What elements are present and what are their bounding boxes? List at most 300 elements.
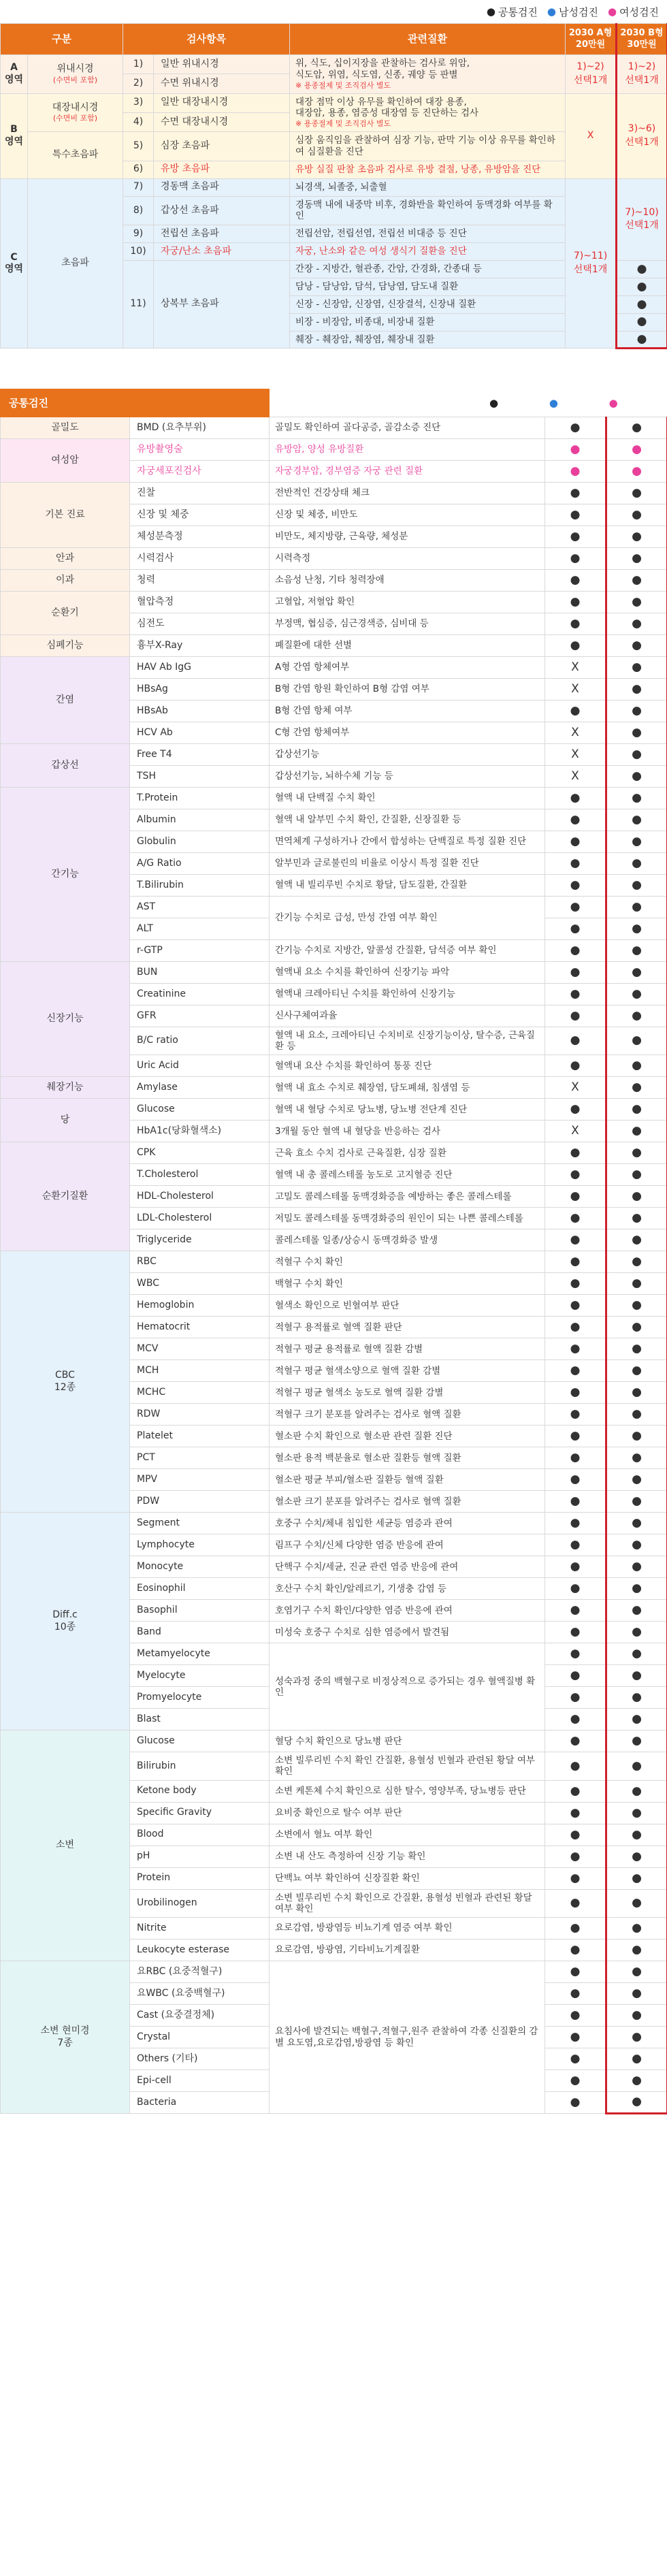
exam-name: GFR <box>130 1005 270 1027</box>
plan-a-mark: ● <box>545 809 606 831</box>
exam-name: HBsAb <box>130 700 270 722</box>
exam-desc: 요로감염, 방광염, 기타비뇨기계질환 <box>270 1939 545 1961</box>
plan-a-mark: ● <box>545 1338 606 1360</box>
plan-a-mark: ● <box>545 1889 606 1917</box>
choice-b-plan-a: X <box>566 93 617 178</box>
exam-desc: 유방암, 양성 유방질환 <box>270 438 545 460</box>
exam-desc: 요침사에 발견되는 백혈구,적혈구,원주 관찰하여 각종 신질환의 감별 요도염,요로감염,방광염 등 확인 <box>270 1961 545 2114</box>
plan-b-mark: ● <box>606 1273 667 1295</box>
plan-b-mark: ● <box>606 1556 667 1578</box>
category-label: 간기능 <box>1 787 130 961</box>
exam-desc: C형 간염 항체여부 <box>270 722 545 743</box>
exam-name: HBsAg <box>130 678 270 700</box>
choice-a-plan-b: 1)~2) 선택1개 <box>617 55 667 94</box>
group-a-sub: 위내시경 (수면비 포함) <box>28 55 123 94</box>
exam-desc: 혈액 내 요소, 크레아티닌 수치비로 신장기능이상, 탈수증, 근육질환 등 <box>270 1027 545 1054</box>
plan-a-mark: ● <box>545 1005 606 1027</box>
plan-a-mark: ● <box>545 2005 606 2027</box>
exam-name: Protein <box>130 1867 270 1889</box>
category-label: 안과 <box>1 547 130 569</box>
plan-b-mark: ● <box>606 765 667 787</box>
exam-name: Triglyceride <box>130 1229 270 1251</box>
plan-b-mark: ● <box>606 918 667 939</box>
exam-desc: 면역체계 구성하거나 간에서 합성하는 단백질로 특정 질환 진단 <box>270 831 545 852</box>
category-label: 소변 현미경 7종 <box>1 1961 130 2114</box>
exam-name: TSH <box>130 765 270 787</box>
exam-name: Blood <box>130 1824 270 1846</box>
exam-table-specialty <box>0 23 667 349</box>
exam-desc: 적혈구 평균 혈색소 농도로 혈액 질환 감별 <box>270 1382 545 1404</box>
exam-desc: 소변 케톤체 수치 확인으로 심한 탈수, 영양부족, 당뇨병등 판단 <box>270 1780 545 1802</box>
exam-name: Uric Acid <box>130 1055 270 1077</box>
plan-a-mark: ● <box>545 1469 606 1491</box>
exam-desc: 단핵구 수치/세균, 진균 관련 염증 반응에 관여 <box>270 1556 545 1578</box>
exam-name: 청력 <box>130 569 270 591</box>
exam-name: Specific Gravity <box>130 1802 270 1824</box>
row-num: 6) <box>123 161 154 178</box>
exam-name: Cast (요중결정체) <box>130 2005 270 2027</box>
plan-a-mark: ● <box>545 1513 606 1534</box>
exam-desc: 혈액 내 혈당 수치로 당뇨병, 당뇨병 전단계 진단 <box>270 1099 545 1121</box>
plan-b-mark: ● <box>606 1622 667 1643</box>
exam-name: 심장 초음파 <box>154 132 290 161</box>
plan-b-mark: ● <box>606 1469 667 1491</box>
legend-common: ● 공통검진 <box>486 5 538 18</box>
plan-a-mark: ● <box>545 1317 606 1338</box>
exam-desc: 혈액내 크레아티닌 수치를 확인하여 신장기능 <box>270 983 545 1005</box>
plan-b-mark: ● <box>606 1005 667 1027</box>
plan-a-mark: ● <box>545 1802 606 1824</box>
exam-name: Urobilinogen <box>130 1889 270 1917</box>
exam-name: MCV <box>130 1338 270 1360</box>
exam-name: Myelocyte <box>130 1665 270 1687</box>
plan-a-mark: ● <box>545 1382 606 1404</box>
plan-b-mark: ● <box>606 939 667 961</box>
exam-name: B/C ratio <box>130 1027 270 1054</box>
plan-a-mark: X <box>545 722 606 743</box>
plan-b-mark: ● <box>606 417 667 438</box>
plan-b-mark: ● <box>606 504 667 526</box>
plan-b-mark: ● <box>606 1208 667 1229</box>
exam-desc: B형 간염 항체 여부 <box>270 700 545 722</box>
plan-b-mark: ● <box>606 1229 667 1251</box>
plan-b-mark: ● <box>606 1491 667 1513</box>
category-label: 기본 진료 <box>1 482 130 547</box>
exam-name: 요RBC (요중적혈구) <box>130 1961 270 1983</box>
exam-desc: 알부민과 글로불린의 비율로 이상시 특정 질환 진단 <box>270 852 545 874</box>
exam-name: MPV <box>130 1469 270 1491</box>
category-label: 신장기능 <box>1 961 130 1076</box>
exam-name: 유방촬영술 <box>130 438 270 460</box>
plan-a-mark: ● <box>545 1665 606 1687</box>
plan-a-mark: ● <box>545 1780 606 1802</box>
plan-b-mark: ● <box>606 787 667 809</box>
exam-desc: 혈소판 평균 부피/혈소판 질환등 혈액 질환 <box>270 1469 545 1491</box>
plan-b-mark: ● <box>606 656 667 678</box>
plan-b-mark: ● <box>606 1687 667 1709</box>
plan-a-mark: ● <box>545 1186 606 1208</box>
exam-name: Band <box>130 1622 270 1643</box>
plan-b-mark: ● <box>606 896 667 918</box>
plan-b-mark: ● <box>606 2048 667 2070</box>
exam-desc: 적혈구 평균 용적률로 혈액 질환 감별 <box>270 1338 545 1360</box>
category-label: 간염 <box>1 656 130 743</box>
plan-b-mark: ● <box>606 1780 667 1802</box>
plan-b-mark: ● <box>606 1578 667 1600</box>
plan-a-mark: ● <box>545 1295 606 1317</box>
plan-b-mark: ● <box>606 743 667 765</box>
plan-a-mark: ● <box>545 831 606 852</box>
plan-b-mark: ● <box>606 482 667 504</box>
plan-b-mark: ● <box>606 1055 667 1077</box>
plan-a-mark: ● <box>545 1447 606 1469</box>
plan-b-mark: ● <box>606 1918 667 1939</box>
exam-desc: 림프구 수치/신체 다양한 염증 반응에 관여 <box>270 1534 545 1556</box>
exam-name: 수면 대장내시경 <box>154 112 290 131</box>
plan-a-mark: ● <box>545 2092 606 2114</box>
choice-a-plan-a: 1)~2) 선택1개 <box>566 55 617 94</box>
plan-a-mark: ● <box>545 1229 606 1251</box>
exam-desc: 혈액 내 총 콜레스테롤 농도로 고지혈증 진단 <box>270 1164 545 1186</box>
exam-name: T.Bilirubin <box>130 874 270 896</box>
exam-name: 경동맥 초음파 <box>154 178 290 196</box>
exam-name: A/G Ratio <box>130 852 270 874</box>
legend-top <box>0 0 667 23</box>
exam-desc: 간장 - 지방간, 혈관종, 간암, 간경화, 간종대 등 <box>290 261 566 278</box>
exam-desc: 혈소판 용적 백분율로 혈소판 질환등 혈액 질환 <box>270 1447 545 1469</box>
exam-desc: 뇌경색, 뇌졸중, 뇌출혈 <box>290 178 566 196</box>
exam-name: ALT <box>130 918 270 939</box>
header-items: 검사항목 <box>123 24 290 55</box>
plan-b-mark: ● <box>606 1077 667 1099</box>
plan-b-mark: ● <box>606 526 667 547</box>
exam-name: 전립선 초음파 <box>154 225 290 243</box>
exam-name: 갑상선 초음파 <box>154 196 290 225</box>
plan-b-mark: ● <box>606 722 667 743</box>
row-num: 1) <box>123 55 154 74</box>
exam-desc: 부정맥, 협심증, 심근경색증, 심비대 등 <box>270 613 545 634</box>
exam-desc: 소변 빌루리빈 수치 확인 간질환, 용혈성 빈혈과 관련된 황달 여부 확인 <box>270 1752 545 1780</box>
exam-name: Others (기타) <box>130 2048 270 2070</box>
plan-a-mark: ● <box>545 417 606 438</box>
exam-name: 심전도 <box>130 613 270 634</box>
common-title: 공통검진 <box>1 389 270 417</box>
plan-b-mark: ● <box>606 1889 667 1917</box>
exam-name: 진찰 <box>130 482 270 504</box>
plan-b-mark: ● <box>606 1338 667 1360</box>
category-label: 골밀도 <box>1 417 130 438</box>
exam-name: Segment <box>130 1513 270 1534</box>
exam-name: HDL-Cholesterol <box>130 1186 270 1208</box>
exam-desc: 저밀도 콜레스테롤 동맥경화증의 원인이 되는 나쁜 콜레스테롤 <box>270 1208 545 1229</box>
category-label: Diff.c 10종 <box>1 1513 130 1730</box>
exam-desc: 소변 내 산도 측정하여 신장 기능 확인 <box>270 1846 545 1867</box>
exam-desc: 소변에서 혈뇨 여부 확인 <box>270 1824 545 1846</box>
row-num: 2) <box>123 74 154 93</box>
row-num: 8) <box>123 196 154 225</box>
legend-common-2: ● 공통검진 <box>489 396 541 409</box>
plan-a-mark: ● <box>545 1643 606 1665</box>
category-label: 갑상선 <box>1 743 130 787</box>
exam-desc: 미성숙 호중구 수치로 심한 염증에서 발견됨 <box>270 1622 545 1643</box>
exam-desc: 담낭 - 담낭암, 담석, 담낭염, 담도내 질환 <box>290 278 566 295</box>
exam-name: 자궁/난소 초음파 <box>154 243 290 261</box>
plan-a-mark: ● <box>545 569 606 591</box>
plan-a-mark: ● <box>545 2027 606 2048</box>
plan-b-mark: ● <box>606 1824 667 1846</box>
plan-a-mark: ● <box>545 1251 606 1273</box>
plan-a-mark: ● <box>545 1142 606 1164</box>
legend-male-2: ● 남성검진 <box>549 396 601 409</box>
exam-name: Hematocrit <box>130 1317 270 1338</box>
plan-a-mark: ● <box>545 1055 606 1077</box>
plan-b-mark: ● <box>606 1730 667 1752</box>
plan-b-mark: ● <box>606 852 667 874</box>
exam-desc: 근육 효소 수치 검사로 근육질환, 심장 질환 <box>270 1142 545 1164</box>
exam-desc: A형 간염 항체여부 <box>270 656 545 678</box>
plan-b-mark: ● <box>606 1099 667 1121</box>
plan-b-mark: ● <box>617 313 667 331</box>
plan-b-mark: ● <box>617 295 667 313</box>
exam-desc: 비장 - 비장암, 비종대, 비장내 질환 <box>290 313 566 331</box>
plan-b-mark: ● <box>606 1251 667 1273</box>
exam-name: MCH <box>130 1360 270 1382</box>
plan-b-mark: ● <box>606 1317 667 1338</box>
plan-b-mark: ● <box>606 1846 667 1867</box>
exam-desc: 요로감염, 방광염등 비뇨기계 염증 여부 확인 <box>270 1918 545 1939</box>
plan-a-mark: ● <box>545 460 606 482</box>
plan-a-mark: ● <box>545 874 606 896</box>
plan-a-mark: ● <box>545 1534 606 1556</box>
exam-name: 흉부X-Ray <box>130 634 270 656</box>
exam-name: 신장 및 체중 <box>130 504 270 526</box>
exam-desc: 폐질환에 대한 선별 <box>270 634 545 656</box>
exam-table-common <box>0 389 667 2114</box>
plan-a-mark: ● <box>545 526 606 547</box>
plan-b-mark: ● <box>606 1709 667 1730</box>
category-label: 순환기질환 <box>1 1142 130 1251</box>
category-label: 당 <box>1 1099 130 1142</box>
exam-name: Bilirubin <box>130 1752 270 1780</box>
plan-b-mark: ● <box>606 1600 667 1622</box>
group-c-label: C 영역 <box>1 178 28 349</box>
header-plan-b: 2030 B형 30만원 <box>617 24 667 55</box>
exam-name: 자궁세포진검사 <box>130 460 270 482</box>
plan-b-mark: ● <box>606 613 667 634</box>
plan-a-mark: ● <box>545 2070 606 2092</box>
group-b-sub2: 특수초음파 <box>28 132 123 179</box>
exam-desc: 간기능 수치로 지방간, 알콜성 간질환, 담석증 여부 확인 <box>270 939 545 961</box>
legend-female: ● 여성검진 <box>607 5 659 18</box>
plan-a-mark: X <box>545 743 606 765</box>
exam-name: 요WBC (요중백혈구) <box>130 1983 270 2005</box>
exam-name: Ketone body <box>130 1780 270 1802</box>
exam-desc: 비만도, 체지방량, 근육량, 체성분 <box>270 526 545 547</box>
exam-desc: 소변 빌루리빈 수치 확인으로 간질환, 용혈성 빈혈과 관련된 황달 여부 확인 <box>270 1889 545 1917</box>
exam-desc: 혈소판 크기 분포를 알려주는 검사로 혈액 질환 <box>270 1491 545 1513</box>
exam-name: 수면 위내시경 <box>154 74 290 93</box>
header-plan-a: 2030 A형 20만원 <box>566 24 617 55</box>
plan-a-mark: ● <box>545 1491 606 1513</box>
exam-name: Globulin <box>130 831 270 852</box>
exam-desc: 혈액 내 효소 수치로 췌장염, 담도폐쇄, 침샘염 등 <box>270 1077 545 1099</box>
exam-desc: 심장 움직임을 관찰하여 심장 기능, 판막 기능 이상 유무를 확인하여 심질환을 진단 <box>290 132 566 161</box>
plan-a-mark: X <box>545 765 606 787</box>
plan-b-mark: ● <box>606 961 667 983</box>
plan-b-mark: ● <box>606 2027 667 2048</box>
plan-b-mark: ● <box>606 438 667 460</box>
plan-b-mark: ● <box>617 278 667 295</box>
plan-b-mark: ● <box>606 2092 667 2114</box>
choice-c-plan-a: 7)~11) 선택1개 <box>566 178 617 349</box>
exam-desc: 전반적인 건강상태 체크 <box>270 482 545 504</box>
group-b-label: B 영역 <box>1 93 28 178</box>
plan-a-mark: ● <box>545 1824 606 1846</box>
plan-a-mark: X <box>545 1121 606 1142</box>
plan-a-mark: ● <box>545 1164 606 1186</box>
exam-desc: 유방 실질 판찰 초음파 검사로 유방 결절, 낭종, 유방암을 진단 <box>290 161 566 178</box>
exam-name: 혈압측정 <box>130 591 270 613</box>
plan-a-mark: ● <box>545 1687 606 1709</box>
exam-desc: 적혈구 수치 확인 <box>270 1251 545 1273</box>
exam-desc: 3개월 동안 혈액 내 혈당을 반응하는 검사 <box>270 1121 545 1142</box>
plan-b-mark: ● <box>606 2070 667 2092</box>
plan-a-mark: ● <box>545 983 606 1005</box>
exam-name: 체성분측정 <box>130 526 270 547</box>
exam-desc: 요비중 확인으로 탈수 여부 판단 <box>270 1802 545 1824</box>
plan-b-mark: ● <box>606 1534 667 1556</box>
exam-desc: 혈액내 요산 수치를 확인하여 통풍 진단 <box>270 1055 545 1077</box>
header-related: 관련질환 <box>290 24 566 55</box>
category-label: 순환기 <box>1 591 130 634</box>
row-num: 4) <box>123 112 154 131</box>
legend-male: ● 남성검진 <box>547 5 598 18</box>
plan-a-mark: ● <box>545 918 606 939</box>
plan-a-mark: ● <box>545 939 606 961</box>
category-label: CBC 12종 <box>1 1251 130 1513</box>
plan-b-mark: ● <box>606 874 667 896</box>
exam-name: PCT <box>130 1447 270 1469</box>
exam-name: Metamyelocyte <box>130 1643 270 1665</box>
plan-a-mark: ● <box>545 1208 606 1229</box>
exam-desc: 혈당 수치 확인으로 당뇨병 판단 <box>270 1730 545 1752</box>
exam-name: LDL-Cholesterol <box>130 1208 270 1229</box>
plan-a-mark: ● <box>545 438 606 460</box>
plan-b-mark: ● <box>617 261 667 278</box>
exam-desc: 위, 식도, 십이지장을 관찰하는 검사로 위암, 식도암, 위염, 식도염, 신종, 궤양 등 판별 ※ 용종절제 및 조직검사 별도 <box>290 55 566 94</box>
exam-name: Albumin <box>130 809 270 831</box>
exam-desc: 혈액 내 단백질 수치 확인 <box>270 787 545 809</box>
plan-a-mark: ● <box>545 896 606 918</box>
exam-desc: 신장 - 신장암, 신장염, 신장결석, 신장내 질환 <box>290 295 566 313</box>
plan-b-mark: ● <box>606 809 667 831</box>
plan-b-mark: ● <box>606 1939 667 1961</box>
exam-desc: 대장 점막 이상 유무를 확인하여 대장 용종, 대장암, 용종, 염증성 대장염 등 진단하는 검사 ※ 용종절제 및 조직검사 별도 <box>290 93 566 132</box>
category-label: 소변 <box>1 1730 130 1961</box>
group-a-label: A 영역 <box>1 55 28 94</box>
choice-b-plan-b: 3)~6) 선택1개 <box>617 93 667 178</box>
plan-b-mark: ● <box>606 1382 667 1404</box>
plan-b-mark: ● <box>606 1643 667 1665</box>
exam-name: PDW <box>130 1491 270 1513</box>
exam-name: Amylase <box>130 1077 270 1099</box>
plan-a-mark: ● <box>545 1622 606 1643</box>
plan-b-mark: ● <box>606 1983 667 2005</box>
plan-a-mark: ● <box>545 1404 606 1426</box>
exam-name: Free T4 <box>130 743 270 765</box>
plan-b-mark: ● <box>606 2005 667 2027</box>
plan-a-mark: ● <box>545 1846 606 1867</box>
exam-name: 일반 대장내시경 <box>154 93 290 112</box>
exam-name: Platelet <box>130 1426 270 1447</box>
exam-desc: 단백뇨 여부 확인하여 신장질환 확인 <box>270 1867 545 1889</box>
exam-desc: 적혈구 크기 분포를 알려주는 검사로 혈액 질환 <box>270 1404 545 1426</box>
exam-name: Epi-cell <box>130 2070 270 2092</box>
category-label: 여성암 <box>1 438 130 482</box>
plan-a-mark: ● <box>545 2048 606 2070</box>
exam-desc: 고밀도 콜레스테롤 동맥경화증을 예방하는 좋은 콜레스테롤 <box>270 1186 545 1208</box>
plan-b-mark: ● <box>606 547 667 569</box>
category-label: 심폐기능 <box>1 634 130 656</box>
plan-a-mark: ● <box>545 1600 606 1622</box>
row-num: 7) <box>123 178 154 196</box>
exam-desc: 간기능 수치로 급성, 만성 간염 여부 확인 <box>270 896 545 939</box>
row-num: 11) <box>123 261 154 349</box>
plan-b-mark: ● <box>606 1121 667 1142</box>
row-num: 3) <box>123 93 154 112</box>
exam-name: Lymphocyte <box>130 1534 270 1556</box>
exam-desc: 경동맥 내에 내중막 비후, 경화반을 확인하여 동맥경화 여부를 확인 <box>290 196 566 225</box>
plan-a-mark: ● <box>545 1983 606 2005</box>
plan-a-mark: X <box>545 678 606 700</box>
exam-desc: 갑상선기능, 뇌하수체 기능 등 <box>270 765 545 787</box>
group-c-sub: 초음파 <box>28 178 123 349</box>
exam-name: HAV Ab IgG <box>130 656 270 678</box>
plan-a-mark: ● <box>545 1961 606 1983</box>
row-num: 9) <box>123 225 154 243</box>
exam-desc: 자궁, 난소와 같은 여성 생식기 질환을 진단 <box>290 243 566 261</box>
exam-desc: 시력측정 <box>270 547 545 569</box>
exam-desc: 호중구 수치/체내 침입한 세균등 염증과 관여 <box>270 1513 545 1534</box>
exam-name: Glucose <box>130 1099 270 1121</box>
plan-a-mark: X <box>545 656 606 678</box>
group-b-sub1: 대장내시경 (수면비 포함) <box>28 93 123 132</box>
plan-b-mark: ● <box>606 1867 667 1889</box>
exam-desc: 고혈압, 저혈압 확인 <box>270 591 545 613</box>
exam-name: Promyelocyte <box>130 1687 270 1709</box>
plan-b-mark: ● <box>606 1186 667 1208</box>
plan-a-mark: X <box>545 1077 606 1099</box>
plan-b-mark: ● <box>606 831 667 852</box>
exam-name: T.Protein <box>130 787 270 809</box>
plan-b-mark: ● <box>606 1961 667 1983</box>
legend-female-2: ● 여성검진 <box>608 396 661 409</box>
exam-name: Eosinophil <box>130 1578 270 1600</box>
plan-a-mark: ● <box>545 1360 606 1382</box>
exam-desc: 성숙과정 중의 백혈구로 비정상적으로 증가되는 경우 혈액질병 확인 <box>270 1643 545 1730</box>
exam-name: HCV Ab <box>130 722 270 743</box>
plan-b-mark: ● <box>606 1404 667 1426</box>
plan-b-mark: ● <box>606 460 667 482</box>
exam-name: 일반 위내시경 <box>154 55 290 74</box>
plan-a-mark: ● <box>545 1273 606 1295</box>
plan-a-mark: ● <box>545 1099 606 1121</box>
plan-b-mark: ● <box>606 1665 667 1687</box>
exam-name: AST <box>130 896 270 918</box>
plan-b-mark: ● <box>606 678 667 700</box>
exam-name: 시력검사 <box>130 547 270 569</box>
exam-name: Glucose <box>130 1730 270 1752</box>
